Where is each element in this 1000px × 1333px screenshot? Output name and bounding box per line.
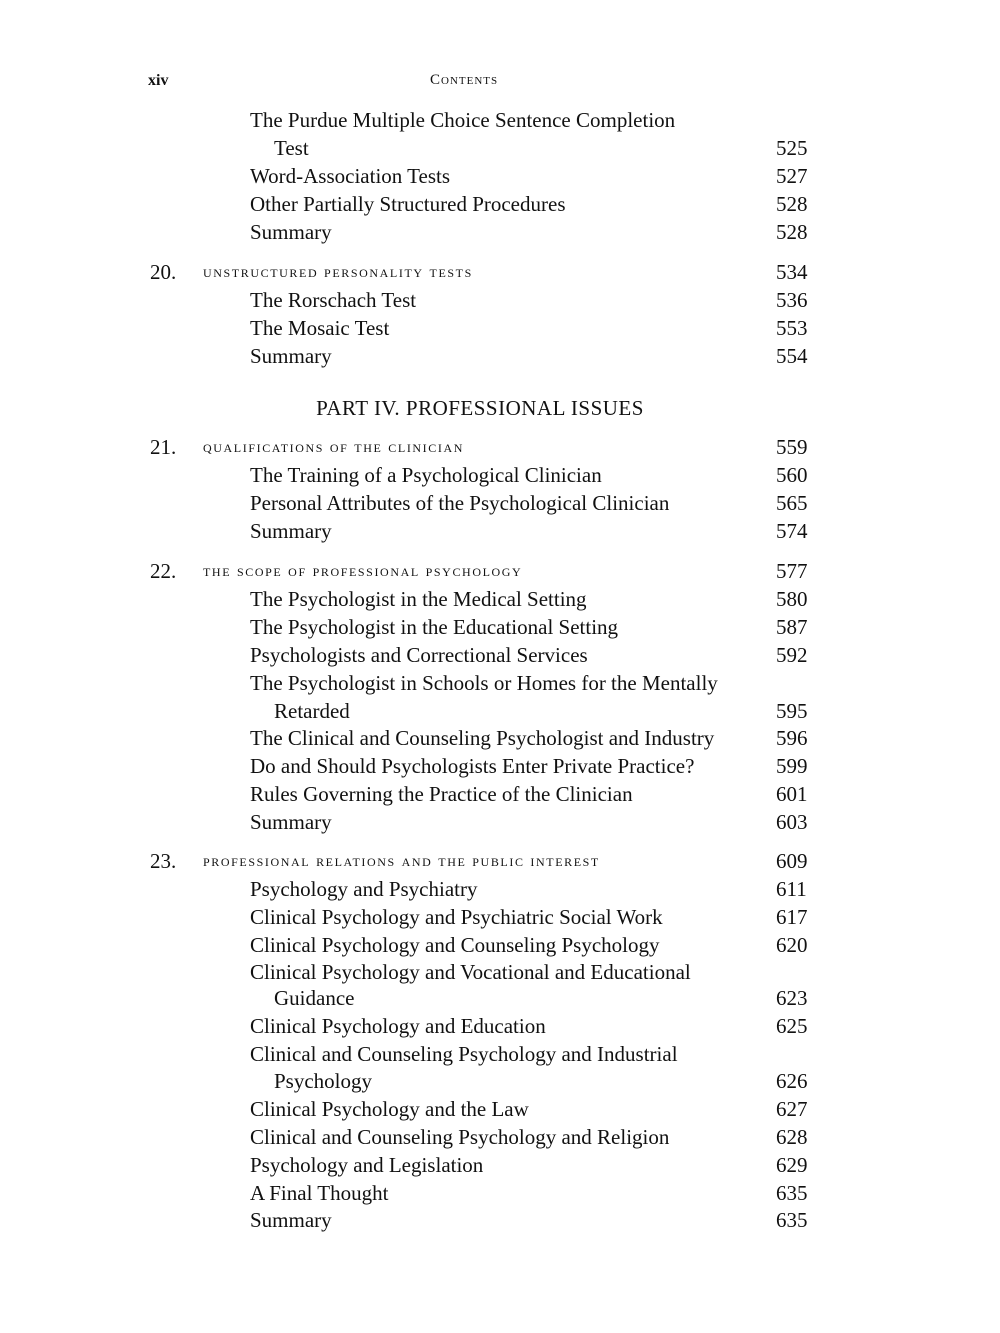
chapter-heading	[0, 258, 1000, 286]
toc-entry	[0, 613, 1000, 641]
entry-title: Guidance	[274, 986, 355, 1010]
chapter-number: 23.	[150, 849, 177, 873]
toc-entry	[0, 218, 1000, 246]
entry-page: 592	[776, 643, 808, 667]
entry-title: The Psychologist in Schools or Homes for the Mentally	[250, 671, 718, 695]
page-number: xiv	[148, 72, 169, 89]
toc-entry	[0, 1095, 1000, 1123]
chapter-heading	[0, 847, 1000, 875]
toc-entry	[0, 875, 1000, 903]
chapter-page: 534	[776, 260, 808, 284]
entry-page: 625	[776, 1014, 808, 1038]
chapter-title: qualifications of the clinician	[203, 437, 465, 456]
entry-title: The Psychologist in the Educational Setting	[250, 615, 619, 639]
entry-title: The Psychologist in the Medical Setting	[250, 587, 587, 611]
toc-entry	[0, 984, 1000, 1012]
toc-entry	[0, 958, 1000, 986]
toc-entry	[0, 697, 1000, 725]
toc-entry	[0, 724, 1000, 752]
toc-entry	[0, 669, 1000, 697]
chapter-number: 22.	[150, 559, 177, 583]
entry-page: 635	[776, 1181, 808, 1205]
chapter-heading	[0, 557, 1000, 585]
toc-entry	[0, 1067, 1000, 1095]
entry-page: 626	[776, 1069, 808, 1093]
toc-entry	[0, 752, 1000, 780]
entry-title: Personal Attributes of the Psychological Clinician	[250, 491, 670, 515]
entry-page: 629	[776, 1153, 808, 1177]
entry-page: 587	[776, 615, 808, 639]
entry-page: 611	[776, 877, 807, 901]
entry-page: 560	[776, 463, 808, 487]
chapter-page: 609	[776, 849, 808, 873]
toc-entry	[0, 190, 1000, 218]
entry-page: 527	[776, 164, 808, 188]
entry-page: 525	[776, 136, 808, 160]
entry-title: Clinical Psychology and Counseling Psychology	[250, 933, 660, 957]
entry-page: 617	[776, 905, 808, 929]
entry-page: 635	[776, 1208, 808, 1232]
entry-page: 628	[776, 1125, 808, 1149]
toc-entry	[0, 162, 1000, 190]
entry-page: 536	[776, 288, 808, 312]
chapter-page: 577	[776, 559, 808, 583]
toc-entry	[0, 489, 1000, 517]
entry-title: Summary	[250, 1208, 332, 1232]
entry-title: The Mosaic Test	[250, 316, 390, 340]
entry-title: Summary	[250, 344, 332, 368]
entry-title: Summary	[250, 220, 332, 244]
entry-title: Summary	[250, 519, 332, 543]
entry-title: Psychology and Psychiatry	[250, 877, 478, 901]
toc-entry	[0, 1151, 1000, 1179]
entry-title: The Purdue Multiple Choice Sentence Completion	[250, 108, 676, 132]
toc-entry	[0, 314, 1000, 342]
entry-page: 601	[776, 782, 808, 806]
toc-entry	[0, 1123, 1000, 1151]
toc-entry	[0, 1206, 1000, 1234]
entry-title: Clinical Psychology and Psychiatric Social Work	[250, 905, 663, 929]
entry-title: Rules Governing the Practice of the Clinician	[250, 782, 633, 806]
chapter-title: professional relations and the public interest	[203, 851, 600, 870]
toc-entry	[0, 106, 1000, 134]
entry-title: Clinical Psychology and Vocational and Educational	[250, 960, 691, 984]
toc-entry	[0, 780, 1000, 808]
toc-entry	[0, 342, 1000, 370]
toc-entry	[0, 134, 1000, 162]
toc-entry	[0, 286, 1000, 314]
entry-title: Test	[274, 136, 309, 160]
entry-page: 595	[776, 699, 808, 723]
entry-page: 528	[776, 192, 808, 216]
toc-entry	[0, 1040, 1000, 1068]
toc-entry	[0, 461, 1000, 489]
entry-title: The Clinical and Counseling Psychologist and Industry	[250, 726, 715, 750]
entry-title: Psychology	[274, 1069, 373, 1093]
chapter-page: 559	[776, 435, 808, 459]
entry-title: Clinical Psychology and the Law	[250, 1097, 529, 1121]
entry-title: The Rorschach Test	[250, 288, 417, 312]
entry-page: 603	[776, 810, 808, 834]
entry-page: 528	[776, 220, 808, 244]
entry-page: 554	[776, 344, 808, 368]
entry-title: The Training of a Psychological Clinician	[250, 463, 602, 487]
entry-page: 553	[776, 316, 808, 340]
chapter-title: the scope of professional psychology	[203, 561, 523, 580]
entry-page: 574	[776, 519, 808, 543]
entry-title: Summary	[250, 810, 332, 834]
toc-entry	[0, 641, 1000, 669]
chapter-heading	[0, 433, 1000, 461]
entry-title: Psychologists and Correctional Services	[250, 643, 588, 667]
entry-page: 599	[776, 754, 808, 778]
part-heading: PART IV. PROFESSIONAL ISSUES	[316, 396, 644, 420]
toc-entry	[0, 1012, 1000, 1040]
toc-entry	[0, 517, 1000, 545]
entry-page: 596	[776, 726, 808, 750]
toc-entry	[0, 808, 1000, 836]
entry-page: 580	[776, 587, 808, 611]
toc-entry	[0, 931, 1000, 959]
chapter-title: unstructured personality tests	[203, 262, 473, 281]
entry-title: Psychology and Legislation	[250, 1153, 484, 1177]
entry-page: 565	[776, 491, 808, 515]
toc-entry	[0, 1179, 1000, 1207]
entry-title: A Final Thought	[250, 1181, 389, 1205]
chapter-number: 20.	[150, 260, 177, 284]
toc-entry	[0, 585, 1000, 613]
toc-entry	[0, 903, 1000, 931]
entry-title: Other Partially Structured Procedures	[250, 192, 566, 216]
entry-page: 627	[776, 1097, 808, 1121]
entry-title: Clinical Psychology and Education	[250, 1014, 546, 1038]
entry-title: Do and Should Psychologists Enter Private Practice?	[250, 754, 695, 778]
entry-title: Retarded	[274, 699, 350, 723]
entry-page: 620	[776, 933, 808, 957]
entry-title: Clinical and Counseling Psychology and Industrial	[250, 1042, 678, 1066]
entry-page: 623	[776, 986, 808, 1010]
chapter-number: 21.	[150, 435, 177, 459]
running-head: Contents	[430, 72, 499, 88]
entry-title: Word-Association Tests	[250, 164, 451, 188]
entry-title: Clinical and Counseling Psychology and Religion	[250, 1125, 670, 1149]
